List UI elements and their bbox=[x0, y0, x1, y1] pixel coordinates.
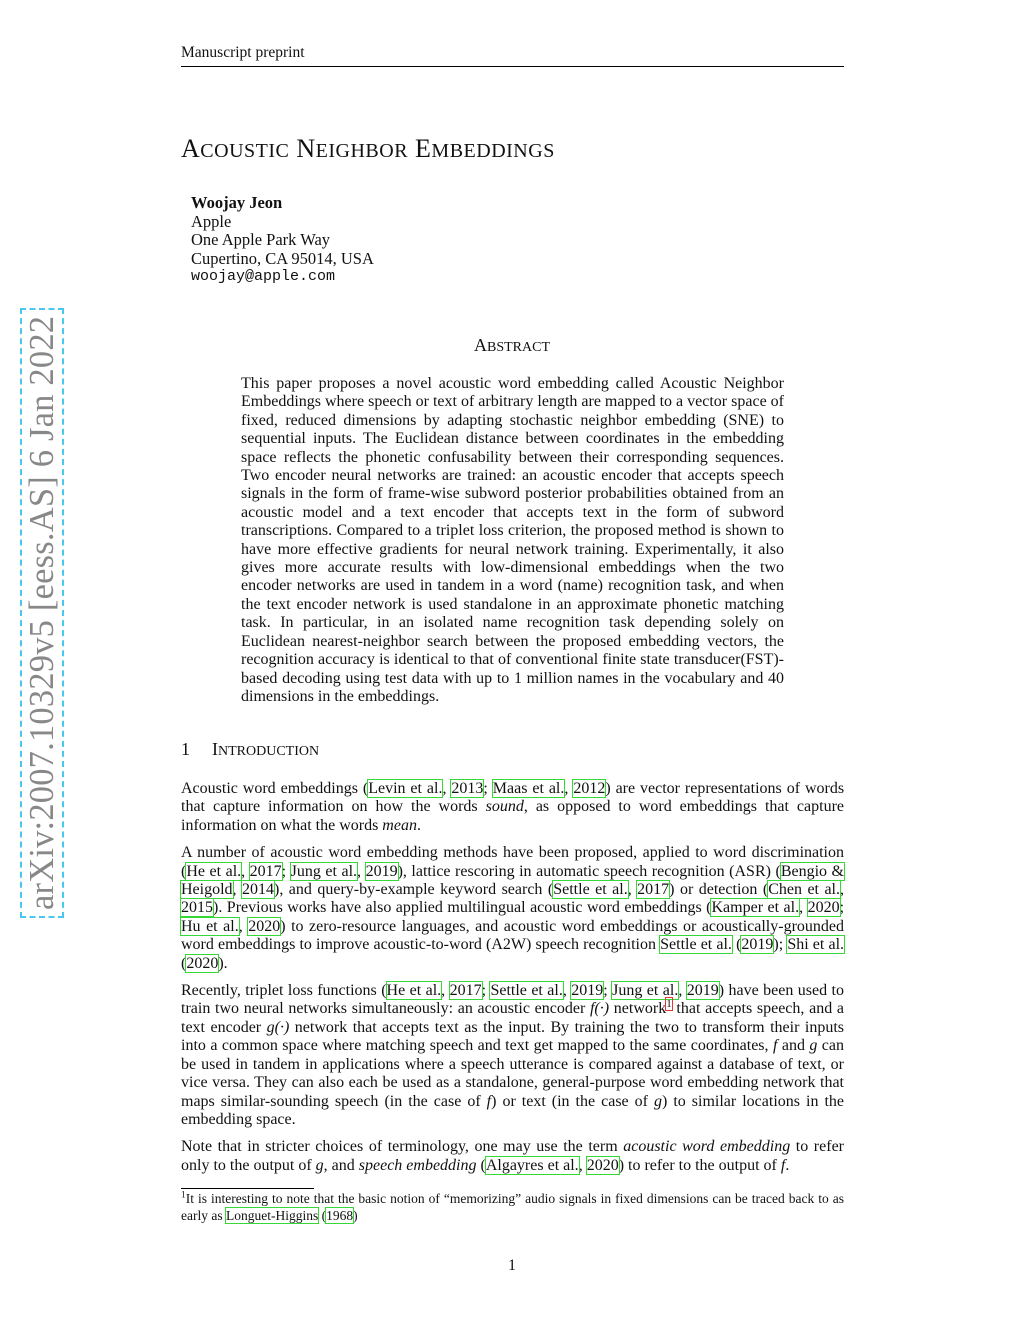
citation-link[interactable]: Jung et al. bbox=[290, 862, 358, 880]
citation-link[interactable]: He et al. bbox=[386, 982, 442, 1000]
citation-link[interactable]: Settle et al. bbox=[553, 881, 628, 899]
footnote: $^1$It is interesting to note that the basic notion of “memorizing” audio signals in fixed dimensions can be traced back to as early as Longuet-Higgins (1968) bbox=[181, 1190, 844, 1223]
footnote-divider bbox=[181, 1188, 314, 1189]
citation-link[interactable]: Shi et al. bbox=[787, 936, 845, 954]
citation-link[interactable]: Settle et al. bbox=[660, 936, 732, 954]
arxiv-identifier-stamp[interactable]: arXiv:2007.10329v5 [eess.AS] 6 Jan 2022 bbox=[20, 308, 64, 918]
citation-link[interactable]: 2019 bbox=[365, 862, 398, 880]
introduction-body bbox=[181, 780, 844, 1184]
citation-link[interactable]: Settle et al. bbox=[490, 982, 563, 1000]
citation-link[interactable]: 2017 bbox=[637, 881, 670, 899]
citation-link[interactable]: 2019 bbox=[571, 982, 604, 1000]
citation-link[interactable]: Maas et al. bbox=[492, 780, 565, 797]
author-block bbox=[191, 194, 374, 287]
paragraph-4: Note that in stricter choices of terminology, one may use the term acoustic word embedding to refer only to the output of g, and speech embedding (Algayres et al., 2020) to refer to the output of f. bbox=[181, 1138, 844, 1174]
citation-link[interactable]: Hu et al. bbox=[181, 917, 239, 935]
citation-link[interactable]: Chen et al. bbox=[768, 881, 841, 899]
author-email[interactable]: woojay@apple.com bbox=[191, 268, 336, 286]
citation-link[interactable]: 2019 bbox=[686, 982, 719, 1000]
citation-link[interactable]: Kamper et al. bbox=[711, 899, 800, 917]
citation-link[interactable]: Bengio & Heigold bbox=[181, 862, 845, 899]
paragraph-1: Acoustic word embeddings (Levin et al., 2013; Maas et al., 2012) are vector representations of words that capture information on how the words sound, as opposed to word embeddings that capture information on what the words mean. bbox=[181, 780, 845, 834]
citation-link[interactable]: 2020 bbox=[807, 899, 840, 917]
citation-link[interactable]: 2020 bbox=[248, 917, 281, 935]
citation-link[interactable]: Levin et al. bbox=[368, 780, 443, 797]
citation-link[interactable]: 2013 bbox=[451, 780, 484, 797]
citation-link[interactable]: 1968 bbox=[326, 1207, 354, 1223]
citation-link[interactable]: 2019 bbox=[741, 936, 774, 954]
citation-link[interactable]: 2017 bbox=[449, 982, 482, 1000]
citation-link[interactable]: Jung et al. bbox=[612, 982, 679, 1000]
citation-link[interactable]: 2012 bbox=[573, 780, 606, 797]
author-address-line2: Cupertino, CA 95014, USA bbox=[191, 248, 374, 268]
paragraph-2: A number of acoustic word embedding methods have been proposed, applied to word discrimination (He et al., 2017; Jung et al., 2019), lattice rescoring in automatic speech recognition (ASR) (Bengio & Heigold, 2014), and query-by-example keyword search (Settle et al., 2017) or detection (Chen et al., 2015). Previous works have also applied multilingual acoustic word embeddings (Kamper et al., 2020; Hu et al., 2020) to zero-resource languages, and acoustic word embeddings or acoustically-grounded word embeddings to improve acoustic-to-word (A2W) speech recognition Settle et al. (2019); Shi et al. (2020). bbox=[181, 844, 845, 972]
page-number: 1 bbox=[508, 1257, 516, 1274]
abstract-heading: ABSTRACT bbox=[473, 335, 550, 355]
paragraph-3: Recently, triplet loss functions (He et al., 2017; Settle et al., 2019; Jung et al., 2019) have been used to train two neural networks simultaneously: an acoustic encoder f(·) network$^1$ that accepts speech, and a text encoder g(·) network that accepts text as the input. By training the two to transform their inputs into a common space where matching speech and text get mapped to the same coordinates, f and g can be used in tandem in applications where a speech utterance is compared against a database of text, or vice versa. They can also each be used as a standalone, general-purpose word embedding network that maps similar-sounding speech (in the case of f) or text (in the case of g) to similar locations in the embedding space. bbox=[181, 982, 845, 1128]
citation-link[interactable]: 2017 bbox=[249, 862, 282, 880]
citation-link[interactable]: Longuet-Higgins bbox=[225, 1207, 319, 1223]
abstract-text: This paper proposes a novel acoustic word embedding called Acoustic Neighbor Embeddings where speech or text of arbitrary length are mapped to a vector space of fixed, reduced dimensions by adapting stochastic neighbor embedding (SNE) to sequential inputs. The Euclidean distance between coordinates in the embedding space reflects the phonetic confusability between their corresponding sequences. Two encoder neural networks are trained: an acoustic encoder that accepts speech signals in the form of frame-wise subword posterior probabilities obtained from an acoustic model and a text encoder that accepts text in the form of subword transcriptions. Compared to a triplet loss criterion, the proposed method is shown to have more effective gradients for neural network training. Experimentally, it also gives more accurate results with low-dimensional embeddings when the two encoder networks are used in tandem in a word (name) recognition task, and when the text encoder network is used standalone in an approximate phonetic matching task. In particular, in an isolated name recognition task depending solely on Euclidean nearest-neighbor search between the proposed embedding vectors, the recognition accuracy is identical to that of conventional finite state transducer(FST)-based decoding using test data with up to 1 million names in the vocabulary and 40 dimensions in the embeddings. bbox=[241, 375, 784, 705]
citation-link[interactable]: 2020 bbox=[186, 954, 219, 972]
citation-link[interactable]: 2015 bbox=[181, 899, 213, 917]
paper-title: ACOUSTIC NEIGHBOR EMBEDDINGS bbox=[181, 134, 555, 163]
running-head: Manuscript preprint bbox=[181, 44, 844, 67]
section-heading-introduction: 1 INTRODUCTION bbox=[181, 739, 320, 759]
citation-link[interactable]: 2020 bbox=[586, 1156, 619, 1174]
citation-link[interactable]: 2014 bbox=[242, 881, 275, 899]
citation-link[interactable]: Algayres et al. bbox=[485, 1156, 579, 1174]
author-name: Woojay Jeon bbox=[191, 193, 283, 212]
author-address-line1: One Apple Park Way bbox=[191, 230, 331, 250]
author-affiliation: Apple bbox=[191, 211, 232, 231]
citation-link[interactable]: He et al. bbox=[186, 862, 242, 880]
footnote-reference[interactable]: 1 bbox=[666, 998, 672, 1011]
